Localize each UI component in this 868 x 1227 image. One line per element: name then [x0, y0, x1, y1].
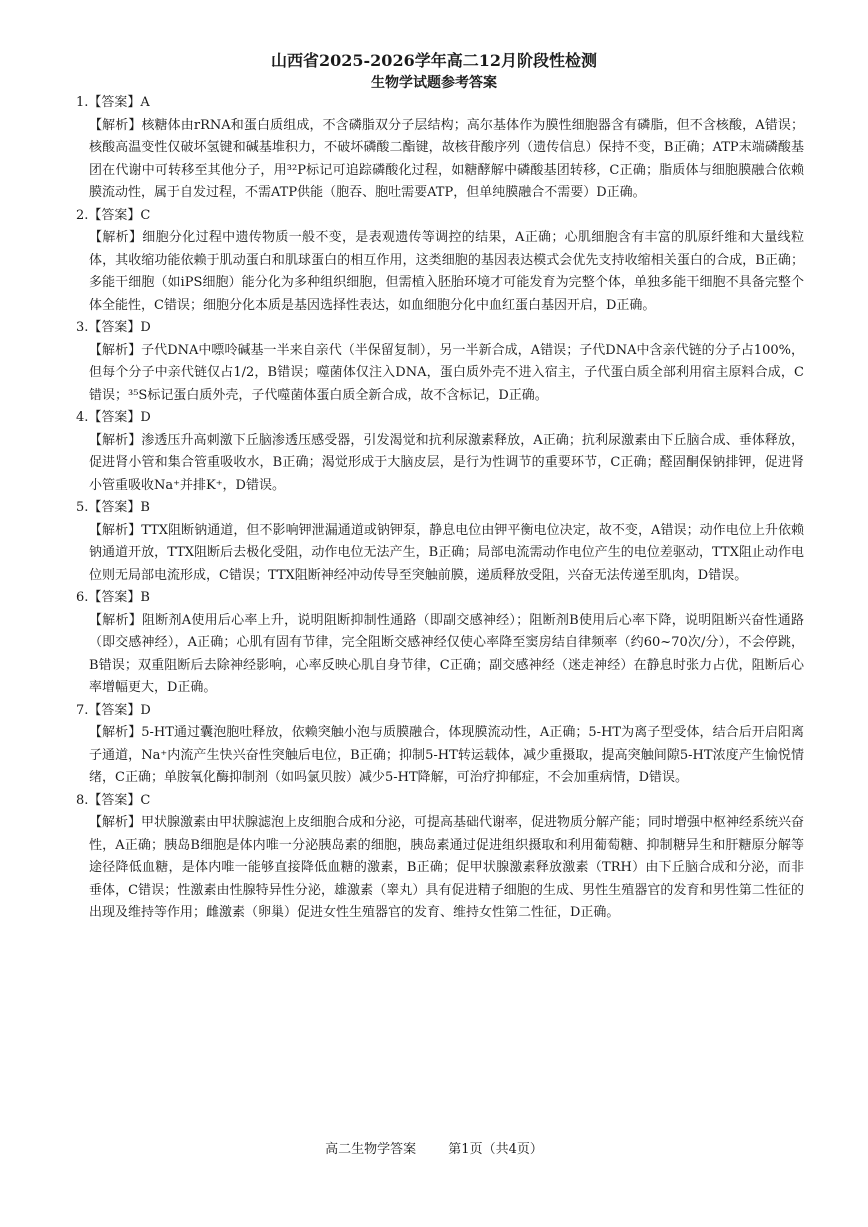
question-8: [76, 790, 804, 925]
answer-line: 7.【答案】D: [76, 702, 151, 718]
explanation-text: 【解析】甲状腺激素由甲状腺滤泡上皮细胞合成和分泌，可提高基础代谢率，促进物质分解产能；同时增强中枢神经系统兴奋性，A正确；胰岛B细胞是体内唯一分泌胰岛素的细胞，胰岛素通过促进组织摄取和利用葡萄糖、抑制糖异生和肝糖原分解等途径降低血糖，是体内唯一能够直接降低血糖的激素，B正确；促甲状腺激素释放激素（TRH）由下丘脑合成和分泌，而非垂体，C错误；性激素由性腺特异性分泌，雄激素（睾丸）具有促进精子细胞的生成、男性生殖器官的发育和男性第二性征的出现及维持等作用；雌激素（卵巢）促进女性生殖器官的发育、维持女性第二性征，D正确。: [89, 815, 805, 920]
question-3: [76, 317, 804, 407]
explanation-text: 【解析】核糖体由rRNA和蛋白质组成，不含磷脂双分子层结构；高尔基体作为膜性细胞器含有磷脂，但不含核酸，A错误；核酸高温变性仅破坏氢键和碱基堆积力，不破坏磷酸二酯键，故核苷酸序列（遗传信息）保持不变，B正确；ATP末端磷酸基团在代谢中可转移至其他分子，用³²P标记可追踪磷酸化过程，如糖酵解中磷酸基团转移，C正确；脂质体与细胞膜融合依赖膜流动性，属于自发过程，不需ATP供能（胞吞、胞吐需要ATP，但单纯膜融合不需要）D正确。: [89, 117, 804, 200]
footer-page-number: 第1页（共4页）: [448, 1142, 543, 1157]
question-1: [76, 92, 804, 205]
explanation-text: 【解析】细胞分化过程中遗传物质一般不变，是表观遗传等调控的结果，A正确；心肌细胞含有丰富的肌原纤维和大量线粒体，其收缩功能依赖于肌动蛋白和肌球蛋白的相互作用，这类细胞的基因表达模式会优先支持收缩相关蛋白的合成，B正确；多能干细胞（如iPS细胞）能分化为多种组织细胞，但需植入胚胎环境才可能发育为完整个体，单独多能干细胞不具备完整个体全能性，C错误；细胞分化本质是基因选择性表达，如血细胞分化中血红蛋白基因开启，D正确。: [89, 230, 804, 313]
page-footer: [0, 1138, 868, 1157]
question-2: [76, 205, 804, 318]
page-title: 山西省2025-2026学年高二12月阶段性检测: [271, 51, 597, 70]
answer-line: 5.【答案】B: [76, 500, 150, 515]
answer-line: 4.【答案】D: [76, 410, 151, 425]
answer-line: 3.【答案】D: [76, 320, 151, 335]
explanation-text: 【解析】阻断剂A使用后心率上升，说明阻断抑制性通路（即副交感神经）；阻断剂B使用后心率下降，说明阻断兴奋性通路（即交感神经），A正确；心肌有固有节律，完全阻断交感神经仅使心率降至窦房结自律频率（约60~70次/分），不会停跳，B错误；双重阻断后去除神经影响，心率反映心肌自身节律，C正确；副交感神经（迷走神经）在静息时张力占优，阻断后心率增幅更大，D正确。: [89, 612, 804, 695]
explanation-text: 【解析】子代DNA中嘌呤碱基一半来自亲代（半保留复制），另一半新合成，A错误；子代DNA中含亲代链的分子占100%，但每个分子中亲代链仅占1/2，B错误；噬菌体仅注入DNA，蛋白质外壳不进入宿主，子代蛋白质全部利用宿主原料合成，C错误；³⁵S标记蛋白质外壳，子代噬菌体蛋白质全新合成，故不含标记，D正确。: [89, 342, 804, 403]
footer-document-name: 高二生物学答案: [325, 1142, 417, 1157]
answer-line: 1.【答案】A: [76, 95, 150, 110]
explanation-text: 【解析】渗透压升高刺激下丘脑渗透压感受器，引发渴觉和抗利尿激素释放，A正确；抗利尿激素由下丘脑合成、垂体释放，促进肾小管和集合管重吸收水，B正确；渴觉形成于大脑皮层，是行为性调节的重要环节，C正确；醛固酮保钠排钾，促进肾小管重吸收Na⁺并排K⁺，D错误。: [89, 432, 804, 493]
explanation-text: 【解析】TTX阻断钠通道，但不影响钾泄漏通道或钠钾泵，静息电位由钾平衡电位决定，故不变，A错误；动作电位上升依赖钠通道开放，TTX阻断后去极化受阻，动作电位无法产生，B正确；局部电流需动作电位产生的电位差驱动，TTX阻止动作电位则无局部电流形成，C错误；TTX阻断神经冲动传导至突触前膜，递质释放受阻，兴奋无法传递至肌肉，D错误。: [89, 522, 804, 583]
answer-list: [76, 92, 804, 925]
answer-line: 6.【答案】B: [76, 590, 150, 605]
page-subtitle: 生物学试题参考答案: [371, 75, 497, 91]
question-7: [76, 700, 804, 790]
explanation-text: 【解析】5-HT通过囊泡胞吐释放，依赖突触小泡与质膜融合，体现膜流动性，A正确；5-HT为离子型受体，结合后开启阳离子通道，Na⁺内流产生快兴奋性突触后电位，B正确；抑制5-HT转运载体，减少重摄取，提高突触间隙5-HT浓度产生愉悦情绪，C正确；单胺氧化酶抑制剂（如吗氯贝胺）减少5-HT降解，可治疗抑郁症，不会加重病情，D错误。: [89, 725, 804, 785]
question-4: [76, 407, 804, 497]
answer-line: 8.【答案】C: [76, 792, 151, 808]
question-6: [76, 587, 804, 700]
question-5: [76, 497, 804, 587]
answer-line: 2.【答案】C: [76, 207, 151, 223]
